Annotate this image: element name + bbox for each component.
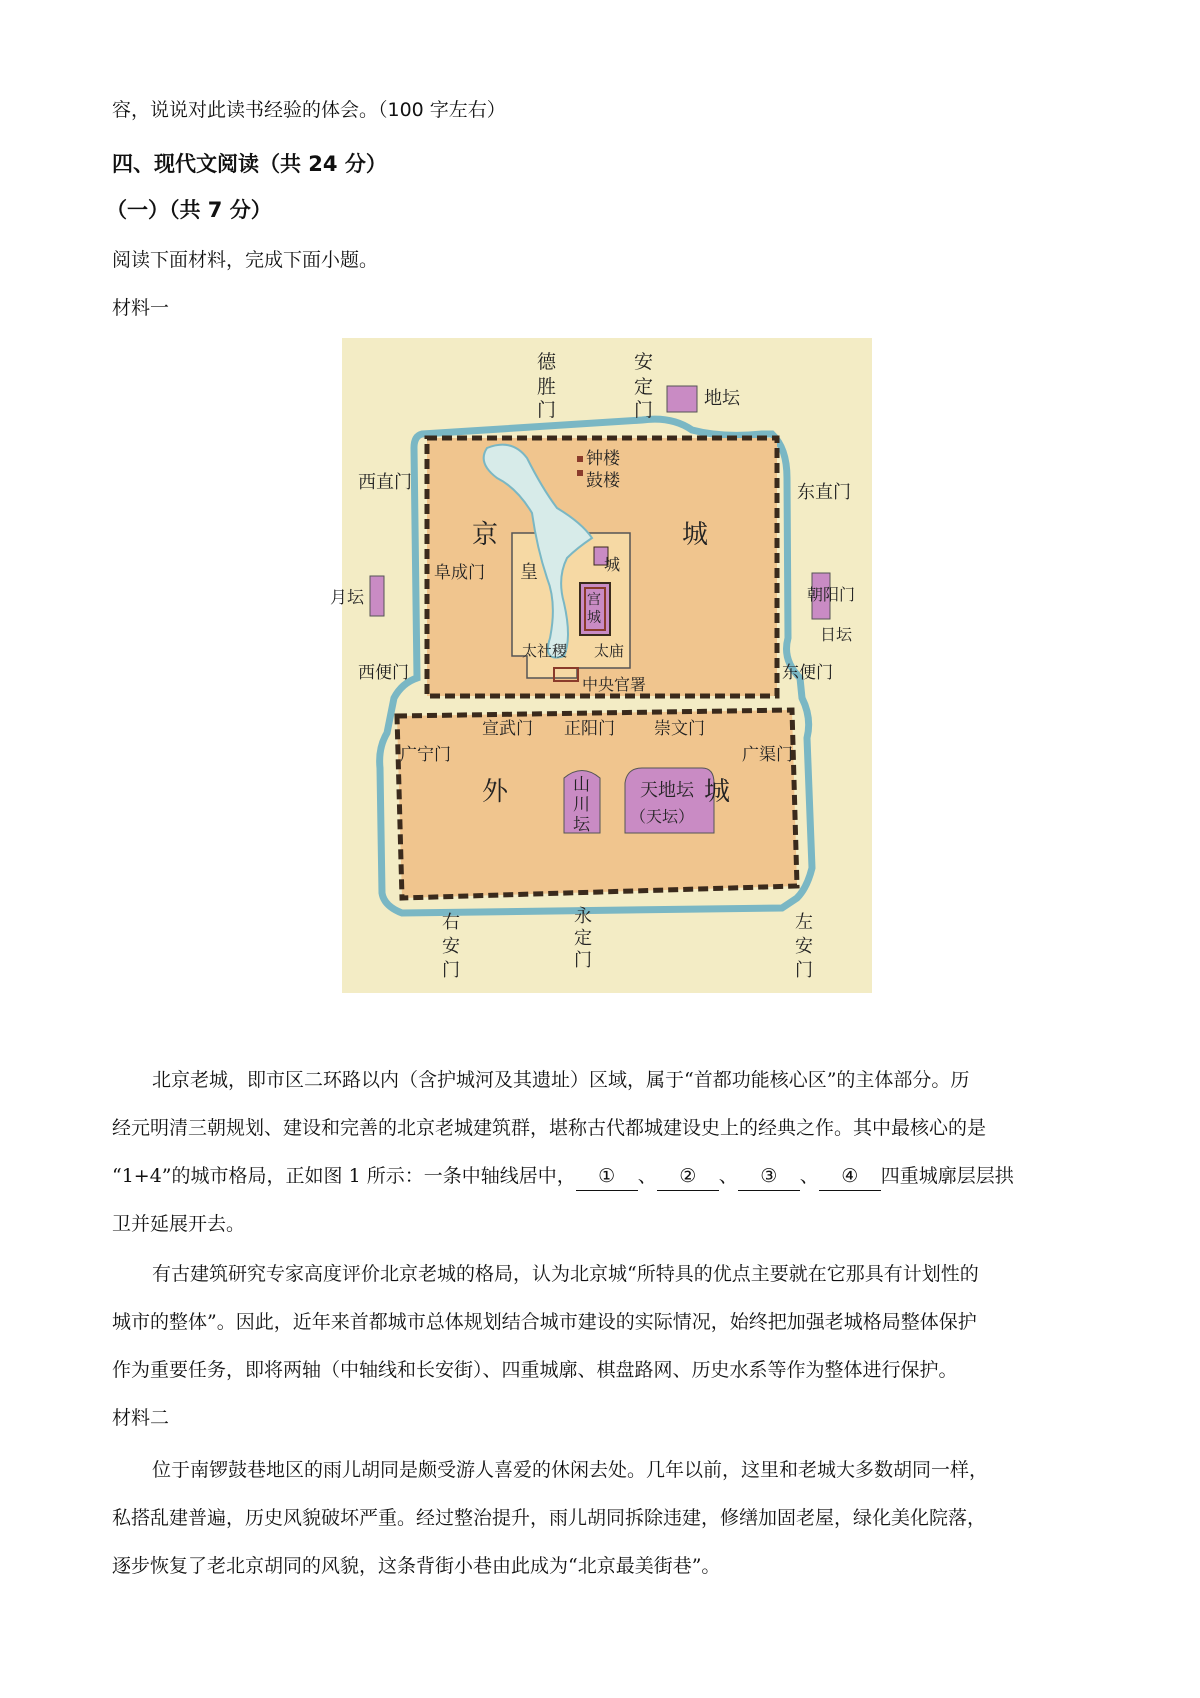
label-tianditan: 天地坛 [640, 780, 694, 801]
label-cheng-inner: 城 [682, 520, 709, 550]
label-desheng-1: 德 [537, 351, 557, 373]
label-xizhimen: 西直门 [358, 472, 412, 493]
label-jing: 京 [472, 520, 499, 550]
p1-line4: 卫并延展开去。 [112, 1213, 246, 1235]
label-palace: 宫 [587, 592, 601, 608]
label-fuchengmen: 阜成门 [434, 563, 485, 583]
instruction: 阅读下面材料，完成下面小题。 [112, 249, 379, 271]
p1-line2: 经元明清三朝规划、建设和完善的北京老城建筑群，堪称古代都城建设史上的经典之作。其中最核心的是 [112, 1117, 987, 1139]
p1-line3 [112, 1162, 1014, 1191]
blank-3[interactable]: ③ [738, 1162, 800, 1191]
p1-line3-start: “1+4”的城市格局，正如图 1 所示：一条中轴线居中， [112, 1165, 576, 1187]
label-anding-2: 定 [634, 376, 654, 398]
material2-label: 材料二 [112, 1407, 170, 1429]
label-guangningmen: 广宁门 [400, 745, 451, 765]
p2-line3: 作为重要任务，即将两轴（中轴线和长安街）、四重城廓、棋盘路网、历史水系等作为整体进行保护。 [112, 1359, 958, 1381]
blank-1[interactable]: ① [576, 1162, 638, 1191]
label-sheji: 太社稷 [522, 642, 568, 660]
label-palace-2: 城 [587, 610, 601, 626]
sep-2: 、 [718, 1165, 738, 1187]
label-desheng-3: 门 [537, 399, 557, 421]
label-cheng-outer: 城 [704, 777, 731, 807]
label-shanchuan-1: 山 [573, 775, 590, 795]
ditan-altar [667, 386, 697, 412]
label-anding-1: 安 [634, 351, 654, 373]
label-zuoan-3: 门 [795, 960, 813, 981]
p3-line2: 私搭乱建普遍，历史风貌破坏严重。经过整治提升，雨儿胡同拆除违建，修缮加固老屋，绿化美化院落， [112, 1507, 987, 1529]
label-wai: 外 [482, 777, 509, 807]
label-zuoan-2: 安 [795, 936, 813, 957]
p3-line1: 位于南锣鼓巷地区的雨儿胡同是颇受游人喜爱的休闲去处。几年以前，这里和老城大多数胡同一样， [152, 1459, 989, 1481]
label-youan-1: 右 [442, 912, 460, 933]
p1-line3-end: 四重城廓层层拱 [880, 1165, 1014, 1187]
label-taimiao: 太庙 [594, 642, 625, 660]
blank-2[interactable]: ② [657, 1162, 719, 1191]
top-line: 容，说说对此读书经验的体会。（100 字左右） [112, 99, 506, 121]
label-guangqumen: 广渠门 [742, 745, 793, 765]
label-dongbianmen: 东便门 [782, 663, 833, 683]
subsection-heading: （一）（共 7 分） [106, 198, 272, 222]
p3-line3: 逐步恢复了老北京胡同的风貌，这条背街小巷由此成为“北京最美街巷”。 [112, 1555, 721, 1577]
material1-label: 材料一 [112, 297, 170, 319]
p2-line1: 有古建筑研究专家高度评价北京老城的格局，认为北京城“所特具的优点主要就在它那具有计划性的 [152, 1263, 979, 1285]
p2-line2: 城市的整体”。因此，近年来首都城市总体规划结合城市建设的实际情况，始终把加强老城格局整体保护 [112, 1311, 977, 1333]
label-yongding-1: 永 [574, 906, 592, 927]
label-yongding-2: 定 [574, 928, 592, 949]
label-tiantan: （天坛） [630, 807, 695, 826]
label-yongding-3: 门 [574, 950, 592, 971]
label-zhonglou: 钟楼 [586, 449, 620, 469]
label-youan-3: 门 [442, 960, 460, 981]
sep-1: 、 [637, 1165, 657, 1187]
section-heading: 四、现代文阅读（共 24 分） [112, 152, 387, 176]
label-xibianmen: 西便门 [358, 663, 409, 683]
label-dongzhimen: 东直门 [797, 482, 851, 503]
label-zuoan-1: 左 [795, 912, 813, 933]
label-yuetan: 月坛 [330, 588, 364, 608]
label-anding-3: 门 [634, 399, 654, 421]
label-imperial-cheng: 城 [604, 555, 621, 574]
label-zhengyangmen: 正阳门 [564, 719, 615, 739]
label-xuanwumen: 宣武门 [482, 719, 533, 739]
label-ritan: 日坛 [820, 625, 853, 644]
label-chongwenmen: 崇文门 [654, 719, 705, 739]
label-gulou: 鼓楼 [586, 471, 620, 491]
label-shanchuan-2: 川 [573, 795, 590, 815]
label-shanchuan-3: 坛 [573, 815, 590, 835]
blank-4[interactable]: ④ [819, 1162, 881, 1191]
yuetan-altar [370, 576, 384, 616]
label-zhongyang: 中央官署 [582, 675, 647, 694]
beijing-old-city-map [330, 338, 872, 993]
sep-3: 、 [799, 1165, 819, 1187]
label-huang: 皇 [520, 562, 538, 583]
label-chaoyangmen: 朝阳门 [807, 585, 856, 604]
label-desheng-2: 胜 [537, 376, 557, 398]
label-ditan: 地坛 [704, 388, 740, 409]
label-youan-2: 安 [442, 936, 460, 957]
p1-line1: 北京老城，即市区二环路以内（含护城河及其遗址）区域，属于“首都功能核心区”的主体部分。历 [152, 1069, 970, 1091]
